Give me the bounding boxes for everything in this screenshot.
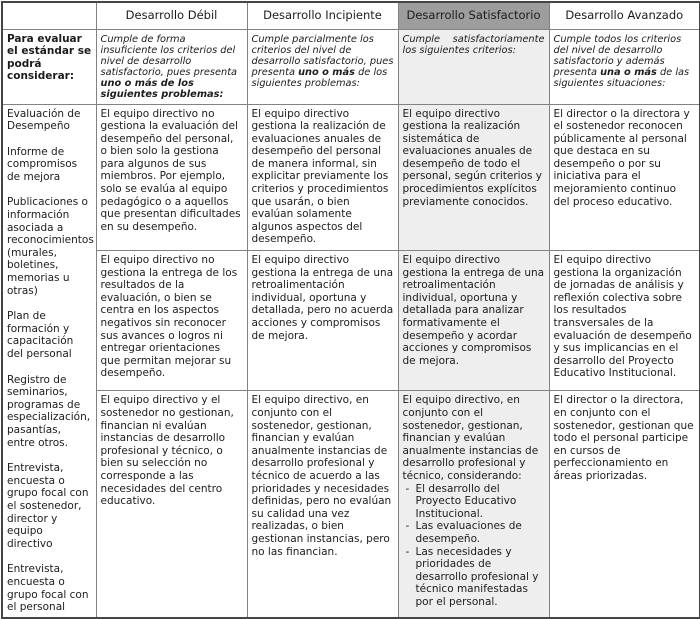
cell-avanzado-r3: El director o la directora, en conjunto con el sostenedor, gestionan que todo el personal participe en cursos de perfeccionamiento en áreas priorizadas. xyxy=(549,391,700,618)
criteria-avanzado xyxy=(549,29,700,104)
cell-incipiente-r2: El equipo directivo gestiona la entrega de una retroalimentación individual, oportuna y detallada, pero no acuerda acciones y compromisos de mejora. xyxy=(247,250,398,390)
cell-satisfactorio-r1: El equipo directivo gestiona la realización sistemática de evaluaciones anuales de desempeño de todo el personal, según criterios y procedimientos explícitos previamente conocidos. xyxy=(398,104,549,250)
development-rubric-table xyxy=(1,1,700,619)
rubric-row-feedback xyxy=(2,250,700,390)
evidence-item: Informe de compromisos de mejora xyxy=(7,145,78,183)
criteria-bold-text: una o más xyxy=(600,66,657,78)
criteria-text: Cumple satisfactoriamente los siguientes criterios: xyxy=(402,33,545,56)
evidence-list-cell xyxy=(2,104,96,618)
evidence-item: Evaluación de Desempeño xyxy=(7,107,81,133)
evidence-item: Publicaciones o información asociada a reconocimientos (murales, boletines, memorias u otras) xyxy=(7,196,94,297)
criteria-text: de los siguientes problemas: xyxy=(251,66,388,89)
bullet-item: - Las evaluaciones de desempeño. xyxy=(403,520,545,545)
header-row xyxy=(2,2,700,29)
criteria-bold-text: uno o más xyxy=(298,66,355,78)
cell-satisfactorio-r3 xyxy=(398,391,549,618)
cell-incipiente-r3: El equipo directivo, en conjunto con el sostenedor, gestionan, financian y evalúan anualmente instancias de desarrollo profesional y técnico de acuerdo a las prioridades y necesidades definidas, pero no evalúan su calidad una vez realizadas, o bien gestionan instancias, pero no las financian. xyxy=(247,391,398,618)
rubric-row-evaluation xyxy=(2,104,700,250)
cell-satisfactorio-r2: El equipo directivo gestiona la entrega de una retroalimentación individual, oportuna y detallada para analizar formativamente el desempeño y acordar acciones y compromisos de mejora. xyxy=(398,250,549,390)
cell-debil-r1: El equipo directivo no gestiona la evaluación del desempeño del personal, o bien solo la gestiona para algunos de sus miembros. Por ejemplo, solo se evalúa al equipo pedagógico o a aquellos que presentan dificultades en su desempeño. xyxy=(96,104,247,250)
column-header-debil: Desarrollo Débil xyxy=(96,2,247,29)
criteria-debil xyxy=(96,29,247,104)
cell-avanzado-r2: El equipo directivo gestiona la organización de jornadas de análisis y reflexión colectiva sobre los resultados transversales de la evaluación de desempeño y sus implicancias en el desarrollo del Proyecto Educativo Institucional. xyxy=(549,250,700,390)
criteria-text: Cumple de forma insuficiente los criterios del nivel de desarrollo satisfactorio, pues presenta xyxy=(100,33,238,78)
column-header-satisfactorio: Desarrollo Satisfactorio xyxy=(398,2,549,29)
cell-avanzado-r1: El director o la directora y el sostenedor reconocen públicamente al personal que destaca en su desempeño o por su iniciativa para el mejoramiento continuo del proceso educativo. xyxy=(549,104,700,250)
bullet-item: - El desarrollo del Proyecto Educativo Institucional. xyxy=(403,483,545,521)
criteria-text: Cumple todos los criterios del nivel de desarrollo satisfactorio y además presenta xyxy=(553,33,682,78)
evidence-item: Plan de formación y capacitación del personal xyxy=(7,310,74,360)
criteria-incipiente xyxy=(247,29,398,104)
column-header-incipiente: Desarrollo Incipiente xyxy=(247,2,398,29)
bullet-item: - Las necesidades y prioridades de desarrollo profesional y técnico manifestadas por el personal. xyxy=(403,546,545,609)
criteria-bold-text: uno o más de los siguientes problemas: xyxy=(100,77,224,100)
cell-debil-r3: El equipo directivo y el sostenedor no gestionan, financian ni evalúan instancias de desarrollo profesional y técnico, o bien su selección no corresponde a las necesidades del centro educativo. xyxy=(96,391,247,618)
cell-incipiente-r1: El equipo directivo gestiona la realización de evaluaciones anuales de desempeño del personal de manera informal, sin explicitar previamente los criterios y procedimientos que usarán, o bien evalúan solamente algunos aspectos del desempeño. xyxy=(247,104,398,250)
evidence-item: Entrevista, encuesta o grupo focal con el personal xyxy=(7,563,89,614)
column-header-avanzado: Desarrollo Avanzado xyxy=(549,2,700,29)
evidence-item: Registro de seminarios, programas de especialización, pasantías, entre otros. xyxy=(7,373,91,449)
cell-debil-r2: El equipo directivo no gestiona la entrega de los resultados de la evaluación, o bien se centra en los aspectos negativos sin reconocer sus avances o logros ni entregar orientaciones que permitan mejorar su desempeño. xyxy=(96,250,247,390)
criteria-text: Cumple parcialmente los criterios del nivel de desarrollo satisfactorio, pues presenta xyxy=(251,33,394,78)
criteria-row xyxy=(2,29,700,104)
corner-cell xyxy=(2,2,96,29)
cell-intro-text: El equipo directivo, en conjunto con el sostenedor, gestionan, financian y evalúan anualmente instancias de desarrollo profesional y técnico, considerando: xyxy=(402,394,539,482)
evidence-item: Entrevista, encuesta o grupo focal con el sostenedor, director y equipo directivo xyxy=(7,462,89,550)
row-header-cell: Para evaluar el estándar se podrá considerar: xyxy=(2,29,96,104)
rubric-row-development xyxy=(2,391,700,618)
criteria-text: de las siguientes situaciones: xyxy=(553,66,690,89)
criteria-satisfactorio xyxy=(398,29,549,104)
